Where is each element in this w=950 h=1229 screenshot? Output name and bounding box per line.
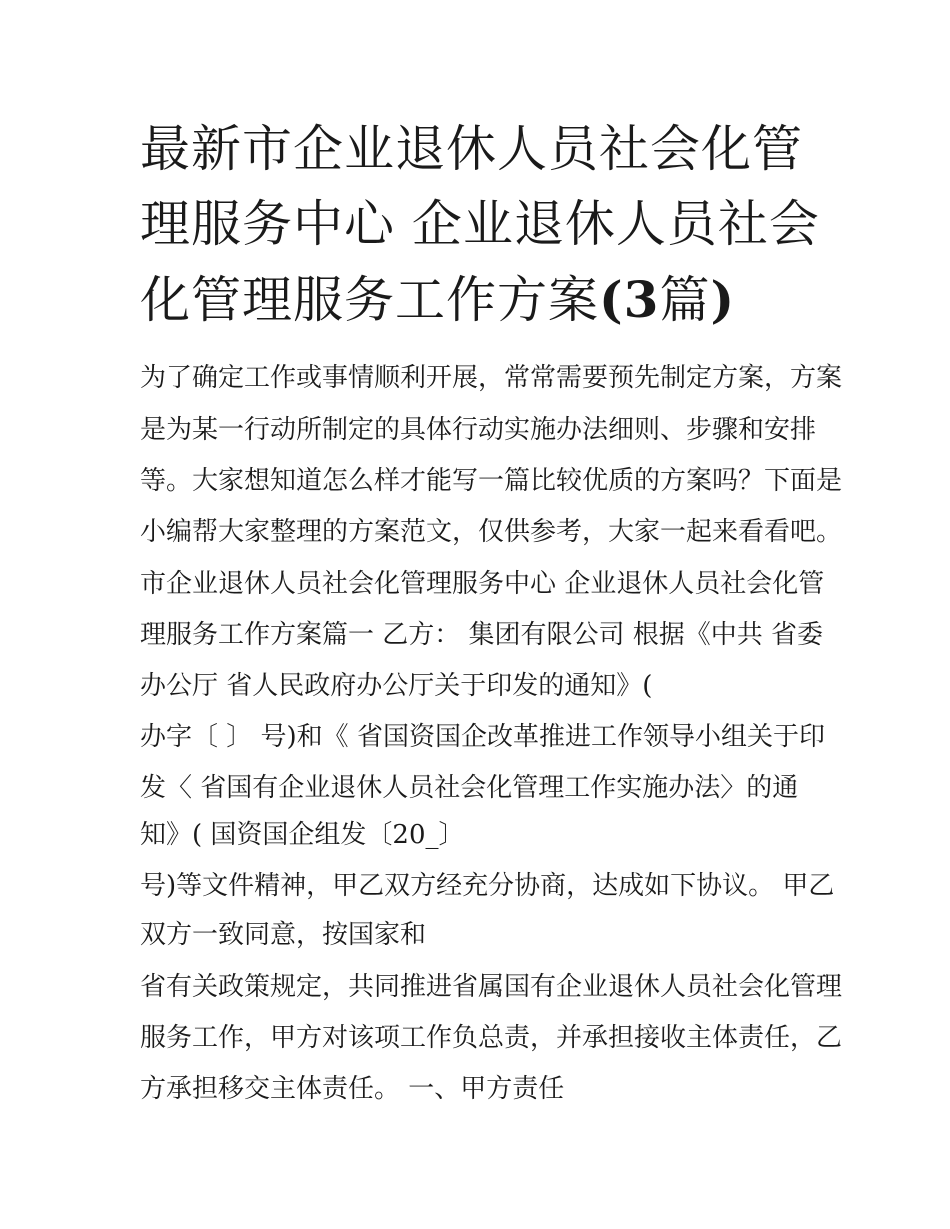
paragraph-line: 等。大家想知道怎么样才能写一篇比较优质的方案吗？下面是 bbox=[140, 466, 843, 496]
paragraph-line: 号)等文件精神，甲乙双方经充分协商，达成如下协议。 甲乙 bbox=[140, 871, 835, 901]
title-line-2: 理服务中心 企业退休人员社会 bbox=[140, 195, 820, 253]
paragraph-line: 是为某一行动所制定的具体行动实施办法细则、步骤和安排 bbox=[140, 415, 817, 445]
paragraph-line: 双方一致同意，按国家和 bbox=[140, 920, 427, 950]
paragraph-line: 市企业退休人员社会化管理服务中心 企业退休人员社会化管 bbox=[140, 569, 825, 599]
paragraph-line: 小编帮大家整理的方案范文，仅供参考，大家一起来看看吧。 bbox=[140, 517, 843, 547]
paragraph-line: 办字〔 〕 号)和《 省国资国企改革推进工作领导小组关于印 bbox=[140, 722, 825, 752]
title-close-paren: ) bbox=[710, 270, 736, 329]
title-count-number: (3 bbox=[599, 270, 660, 329]
paragraph-line: 方承担移交主体责任。 一、甲方责任 bbox=[140, 1074, 565, 1104]
paragraph-line: 服务工作，甲方对该项工作负总责，并承担接收主体责任，乙 bbox=[140, 1023, 843, 1053]
title-line-3-text: 化管理服务工作方案 bbox=[140, 271, 599, 329]
title-line-1: 最新市企业退休人员社会化管 bbox=[140, 120, 803, 178]
paragraph-line: 为了确定工作或事情顺利开展，常常需要预先制定方案，方案 bbox=[140, 363, 843, 393]
title-line-3 bbox=[140, 262, 820, 338]
paragraph-line: 知》( 国资国企组发〔20_〕 bbox=[140, 820, 465, 850]
title-count-unit: 篇 bbox=[659, 271, 711, 329]
paragraph-line: 省有关政策规定，共同推进省属国有企业退休人员社会化管理 bbox=[140, 972, 843, 1002]
paragraph-line: 发〈 省国有企业退休人员社会化管理工作实施办法〉的通 bbox=[140, 773, 799, 803]
paragraph-line: 办公厅 省人民政府办公厅关于印发的通知》( bbox=[140, 671, 653, 701]
document-title bbox=[140, 112, 820, 338]
paragraph-line: 理服务工作方案篇一 乙方： 集团有限公司 根据《中共 省委 bbox=[140, 620, 824, 650]
